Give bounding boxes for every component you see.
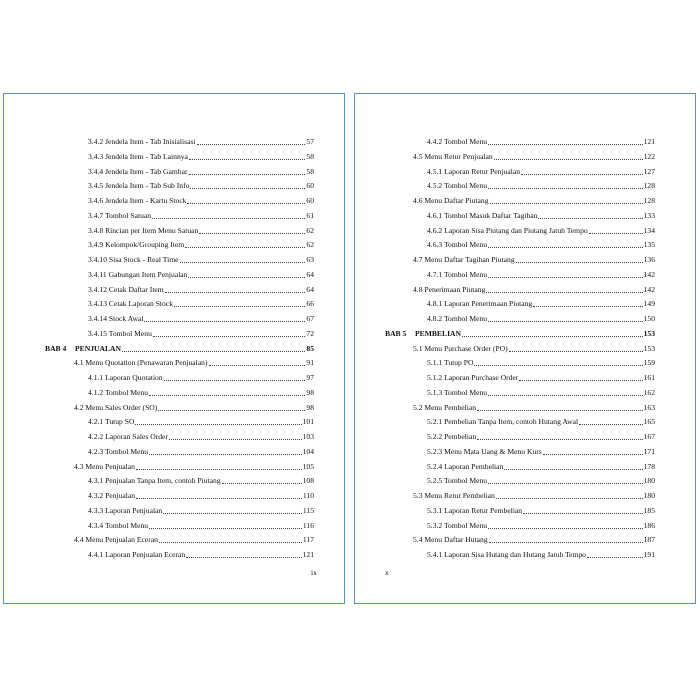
toc-page-number: 116	[302, 520, 314, 530]
toc-entry	[413, 195, 655, 207]
toc-page-number: 153	[643, 328, 655, 338]
dot-leader	[488, 321, 643, 322]
toc-entry-label: 4.5.1 Laporan Retur Penjualan	[427, 166, 520, 176]
toc-entry	[427, 372, 655, 384]
toc-page-number: 122	[643, 151, 655, 161]
toc-entry-label: 5.1.1 Tutup PO	[427, 358, 474, 368]
toc-page-number: 67	[306, 314, 314, 323]
dot-leader	[186, 557, 301, 558]
toc-entry-label: 5.2.5 Tombol Menu	[427, 476, 488, 486]
toc-entry-label: 4.2.2 Laporan Sales Order	[88, 432, 168, 441]
dot-leader	[197, 144, 306, 145]
toc-entry-label: 3.4.7 Tombol Satuan	[88, 210, 152, 220]
toc-entry	[88, 328, 314, 340]
dot-leader	[152, 218, 305, 219]
toc-page-number: 159	[643, 358, 655, 368]
toc-entry-label: 3.4.8 Rincian per Item Menu Satuan	[88, 225, 199, 235]
dot-leader	[462, 336, 643, 337]
toc-page-number: 121	[302, 550, 314, 559]
page-number-left: ix	[311, 568, 317, 577]
toc-page-number: 191	[643, 550, 655, 559]
toc-page-number: 64	[306, 284, 314, 294]
dot-leader	[174, 306, 305, 307]
dot-leader	[185, 247, 305, 248]
dot-leader	[538, 218, 642, 219]
toc-entry-label: 4.2.1 Tutup SO	[88, 417, 135, 427]
toc-entry-label: 3.4.5 Jendela Item - Tab Sub Info	[88, 181, 190, 191]
toc-entry	[427, 520, 655, 532]
dot-leader	[159, 542, 302, 543]
toc-page-number: 91	[306, 358, 314, 368]
toc-entry	[88, 284, 314, 296]
dot-leader	[164, 380, 306, 381]
toc-page-number: 136	[643, 255, 655, 264]
toc-entry	[427, 180, 655, 192]
toc-entry	[88, 210, 314, 222]
toc-page-number: 85	[306, 343, 314, 353]
toc-entry	[88, 372, 314, 384]
toc-entry-label: 4.7 Menu Daftar Tagihan Piutang	[413, 255, 515, 264]
toc-page-number: 103	[302, 432, 314, 441]
dot-leader	[587, 557, 643, 558]
toc-entry-label	[45, 343, 121, 355]
chapter-number: BAB 5	[385, 328, 407, 338]
toc-entry	[427, 446, 655, 458]
toc-entry-label: 5.2 Menu Pembelian	[413, 402, 477, 412]
toc-entry	[413, 254, 655, 266]
toc-entry-label: 5.4 Menu Daftar Hutang	[413, 535, 488, 545]
toc-entry	[88, 254, 314, 266]
dot-leader	[589, 233, 643, 234]
dot-leader	[488, 528, 643, 529]
toc-entry	[413, 402, 655, 414]
toc-entry-label: 5.3.1 Laporan Retur Pembelian	[427, 505, 523, 515]
toc-page-number: 57	[306, 137, 314, 146]
toc-page-number: 178	[643, 461, 655, 471]
dot-leader	[187, 203, 305, 204]
toc-entry	[427, 431, 655, 443]
toc-entry	[88, 520, 314, 532]
toc-page-number: 171	[643, 446, 655, 456]
toc-entry-label: 5.4.1 Laporan Sisa Hutang dan Hutang Jatuh Tempo	[427, 550, 586, 559]
toc-page-number: 180	[643, 476, 655, 486]
toc-entry-label: 3.4.6 Jendela Item - Kartu Stock	[88, 196, 187, 205]
toc-chapter-entry	[385, 328, 655, 340]
chapter-title: PENJUALAN	[75, 343, 121, 353]
toc-entry	[427, 416, 655, 428]
toc-page-number: 115	[302, 505, 314, 515]
toc-entry-label: 4.6.2 Laporan Sisa Piutang dan Piutang Jatuh Tempo	[427, 225, 588, 235]
dot-leader	[149, 454, 302, 455]
toc-page-number: 165	[643, 417, 655, 427]
toc-page-number: 162	[643, 387, 655, 397]
toc-page-number: 133	[643, 210, 655, 220]
dot-leader	[488, 188, 643, 189]
toc-entry	[413, 151, 655, 163]
dot-leader	[488, 277, 643, 278]
dot-leader	[533, 306, 642, 307]
toc-page-number: 62	[306, 240, 314, 250]
toc-entry-label: 4.6.1 Tombol Masuk Daftar Tagihan	[427, 210, 538, 220]
toc-chapter-entry	[45, 343, 314, 355]
toc-entry-label: 4.3.4 Tombol Menu	[88, 520, 149, 530]
dot-leader	[169, 439, 302, 440]
toc-entry-label: 3.4.13 Cetak Laporan Stock	[88, 299, 173, 309]
toc-entry-label: 4.5.2 Tombol Menu	[427, 181, 488, 191]
dot-leader	[144, 321, 305, 322]
toc-entry	[427, 549, 655, 561]
dot-leader	[519, 380, 642, 381]
dot-leader	[488, 144, 643, 145]
dot-leader	[489, 542, 643, 543]
dot-leader	[135, 424, 301, 425]
toc-entry	[88, 475, 314, 487]
dot-leader	[189, 159, 305, 160]
toc-entry-label: 4.1.2 Tombol Menu	[88, 387, 149, 397]
toc-entry-label: 5.2.2 Pembelian	[427, 432, 477, 441]
dot-leader	[153, 336, 306, 337]
toc-page-number: 105	[302, 461, 314, 471]
toc-entry	[427, 166, 655, 178]
toc-entry-label: 4.4 Menu Penjualan Eceran	[74, 535, 158, 545]
toc-page-number: 64	[306, 269, 314, 279]
dot-leader	[496, 498, 643, 499]
toc-entry	[88, 269, 314, 281]
toc-entry-label: 5.1.3 Tombol Menu	[427, 387, 488, 397]
toc-entry-label: 5.3.2 Tombol Menu	[427, 520, 488, 530]
toc-entry-label: 3.4.12 Cetak Daftar Item	[88, 284, 164, 294]
toc-entry-label: 4.3 Menu Penjualan	[74, 461, 135, 471]
toc-page-number: 128	[643, 196, 655, 205]
toc-page-number: 58	[306, 151, 314, 161]
dot-leader	[474, 365, 642, 366]
toc-entry	[427, 505, 655, 517]
toc-page-number: 61	[306, 210, 314, 220]
toc-entry	[413, 284, 655, 296]
dot-leader	[158, 410, 305, 411]
dot-leader	[488, 247, 643, 248]
toc-entry	[427, 461, 655, 473]
right-page	[354, 93, 696, 604]
toc-page-number: 150	[643, 314, 655, 323]
dot-leader	[504, 469, 642, 470]
toc-entry	[88, 431, 314, 443]
dot-leader	[523, 513, 643, 514]
toc-entry	[88, 166, 314, 178]
dot-leader	[122, 351, 305, 352]
toc-page-number: 117	[302, 535, 314, 545]
dot-leader	[488, 483, 643, 484]
toc-entry-label: 4.6 Menu Daftar Piutang	[413, 196, 489, 205]
toc-entry	[88, 416, 314, 428]
toc-page-number: 72	[306, 328, 314, 338]
toc-entry-label: 3.4.9 Kelompok/Grouping Item	[88, 240, 185, 250]
toc-entry	[88, 490, 314, 502]
toc-page-number: 98	[306, 402, 314, 412]
toc-entry-label: 5.2.3 Menu Mata Uang & Menu Kurs	[427, 446, 542, 456]
toc-page-number: 110	[302, 491, 314, 500]
toc-entry-label: 4.7.1 Tombol Menu	[427, 269, 488, 279]
toc-entry	[74, 461, 314, 473]
toc-entry	[88, 549, 314, 561]
toc-entry	[427, 313, 655, 325]
toc-page-number: 121	[643, 137, 655, 146]
dot-leader	[488, 395, 643, 396]
toc-page-number: 60	[306, 181, 314, 191]
toc-entry	[74, 402, 314, 414]
toc-entry-label: 5.2.4 Laporan Pembelian	[427, 461, 504, 471]
dot-leader	[189, 174, 306, 175]
left-page	[3, 93, 345, 604]
toc-page-number: 62	[306, 225, 314, 235]
dot-leader	[490, 203, 643, 204]
toc-entry-label: 4.1.1 Laporan Quotation	[88, 373, 163, 382]
dot-leader	[209, 365, 306, 366]
toc-entry	[413, 534, 655, 546]
toc-entry	[88, 505, 314, 517]
toc-entry	[88, 239, 314, 251]
dot-leader	[165, 292, 306, 293]
dot-leader	[180, 262, 306, 263]
dot-leader	[477, 410, 643, 411]
toc-entry-label: 4.4.1 Laporan Penjualan Eceran	[88, 550, 186, 559]
toc-entry-label: 5.3 Menu Retur Pembelian	[413, 491, 495, 500]
toc-page-number: 180	[643, 491, 655, 500]
toc-entry	[88, 151, 314, 163]
dot-leader	[149, 395, 305, 396]
toc-entry	[427, 357, 655, 369]
toc-entry	[88, 387, 314, 399]
page-number-right: x	[385, 568, 389, 577]
toc-entry-label: 3.4.4 Jendela Item - Tab Gambar	[88, 166, 188, 176]
toc-page-number: 134	[643, 225, 655, 235]
toc-page-number: 149	[643, 299, 655, 309]
toc-entry	[427, 387, 655, 399]
toc-page-number: 104	[302, 446, 314, 456]
toc-page-number: 163	[643, 402, 655, 412]
toc-entry	[427, 136, 655, 148]
toc-entry-label: 4.3.3 Laporan Penjualan	[88, 505, 163, 515]
dot-leader	[136, 498, 302, 499]
toc-page-number: 167	[643, 432, 655, 441]
toc-entry	[427, 225, 655, 237]
dot-leader	[486, 292, 642, 293]
toc-entry-label: 5.1 Menu Purchase Order (PO)	[413, 343, 508, 353]
dot-leader	[509, 351, 643, 352]
toc-entry	[427, 239, 655, 251]
toc-entry-label: 3.4.2 Jendela Item - Tab Inisialisasi	[88, 137, 196, 146]
toc-page-number: 98	[306, 387, 314, 397]
toc-page-number: 185	[643, 505, 655, 515]
toc-entry-label: 4.3.1 Penjualan Tanpa Item, contoh Piutang	[88, 476, 221, 486]
toc-page-number: 108	[302, 476, 314, 486]
toc-entry-label: 4.8.1 Laporan Penerimaan Piutang	[427, 299, 533, 309]
dot-leader	[199, 233, 305, 234]
dot-leader	[188, 277, 305, 278]
toc-entry-label: 4.8 Penerimaan Piutang	[413, 284, 486, 294]
toc-page-number: 161	[643, 373, 655, 382]
chapter-title: PEMBELIAN	[415, 328, 461, 338]
dot-leader	[163, 513, 302, 514]
toc-entry-label: 3.4.3 Jendela Item - Tab Lainnya	[88, 151, 188, 161]
toc-entry	[427, 475, 655, 487]
toc-entry	[427, 210, 655, 222]
toc-page-number: 101	[302, 417, 314, 427]
toc-entry	[427, 269, 655, 281]
toc-entry	[88, 446, 314, 458]
toc-entry-label: 4.2.3 Tombol Menu	[88, 446, 149, 456]
toc-entry-label: 4.4.2 Tombol Menu	[427, 137, 488, 146]
dot-leader	[136, 469, 302, 470]
toc-entry	[88, 298, 314, 310]
toc-page-number: 186	[643, 520, 655, 530]
toc-entry	[88, 195, 314, 207]
dot-leader	[521, 174, 643, 175]
toc-entry-label: 4.2 Menu Sales Order (SO)	[74, 402, 158, 412]
toc-entry-label: 3.4.14 Stock Awal	[88, 314, 144, 323]
toc-entry-label: 5.1.2 Laporan Purchase Order	[427, 373, 519, 382]
toc-entry	[74, 534, 314, 546]
toc-entry	[88, 136, 314, 148]
toc-page-number: 142	[643, 284, 655, 294]
toc-page-number: 63	[306, 255, 314, 264]
toc-page-number: 142	[643, 269, 655, 279]
dot-leader	[477, 439, 642, 440]
toc-entry-label: 4.3.2 Penjualan	[88, 491, 136, 500]
toc-entry	[74, 357, 314, 369]
toc-entry	[88, 225, 314, 237]
toc-page-number: 66	[306, 299, 314, 309]
dot-leader	[579, 424, 643, 425]
dot-leader	[516, 262, 643, 263]
toc-entry-label: 4.6.3 Tombol Menu	[427, 240, 488, 250]
toc-entry-label: 4.5 Menu Retur Penjualan	[413, 151, 493, 161]
toc-page-number: 128	[643, 181, 655, 191]
toc-entry	[413, 343, 655, 355]
toc-entry-label: 3.4.10 Sisa Stock - Real Time	[88, 255, 179, 264]
toc-entry-label: 5.2.1 Pembelian Tanpa Item, contoh Hutang Awal	[427, 417, 579, 427]
toc-page-number: 97	[306, 373, 314, 382]
toc-entry-label	[385, 328, 461, 340]
toc-entry-label: 4.8.2 Tombol Menu	[427, 314, 488, 323]
dot-leader	[149, 528, 302, 529]
toc-entry	[88, 180, 314, 192]
toc-page-number: 187	[643, 535, 655, 545]
toc-page-number: 60	[306, 196, 314, 205]
toc-entry-label: 3.4.15 Tombol Menu	[88, 328, 152, 338]
toc-page-number: 127	[643, 166, 655, 176]
toc-page-number: 153	[643, 343, 655, 353]
toc-entry	[88, 313, 314, 325]
toc-entry	[413, 490, 655, 502]
toc-page-number: 58	[306, 166, 314, 176]
toc-entry	[427, 298, 655, 310]
dot-leader	[543, 454, 643, 455]
toc-page-number: 135	[643, 240, 655, 250]
dot-leader	[494, 159, 643, 160]
toc-entry-label: 4.1 Menu Quotation (Penawaran Penjualan)	[74, 358, 208, 368]
dot-leader	[190, 188, 305, 189]
toc-entry-label: 3.4.11 Gabungan Item Penjualan	[88, 269, 188, 279]
dot-leader	[222, 483, 302, 484]
chapter-number: BAB 4	[45, 343, 67, 353]
